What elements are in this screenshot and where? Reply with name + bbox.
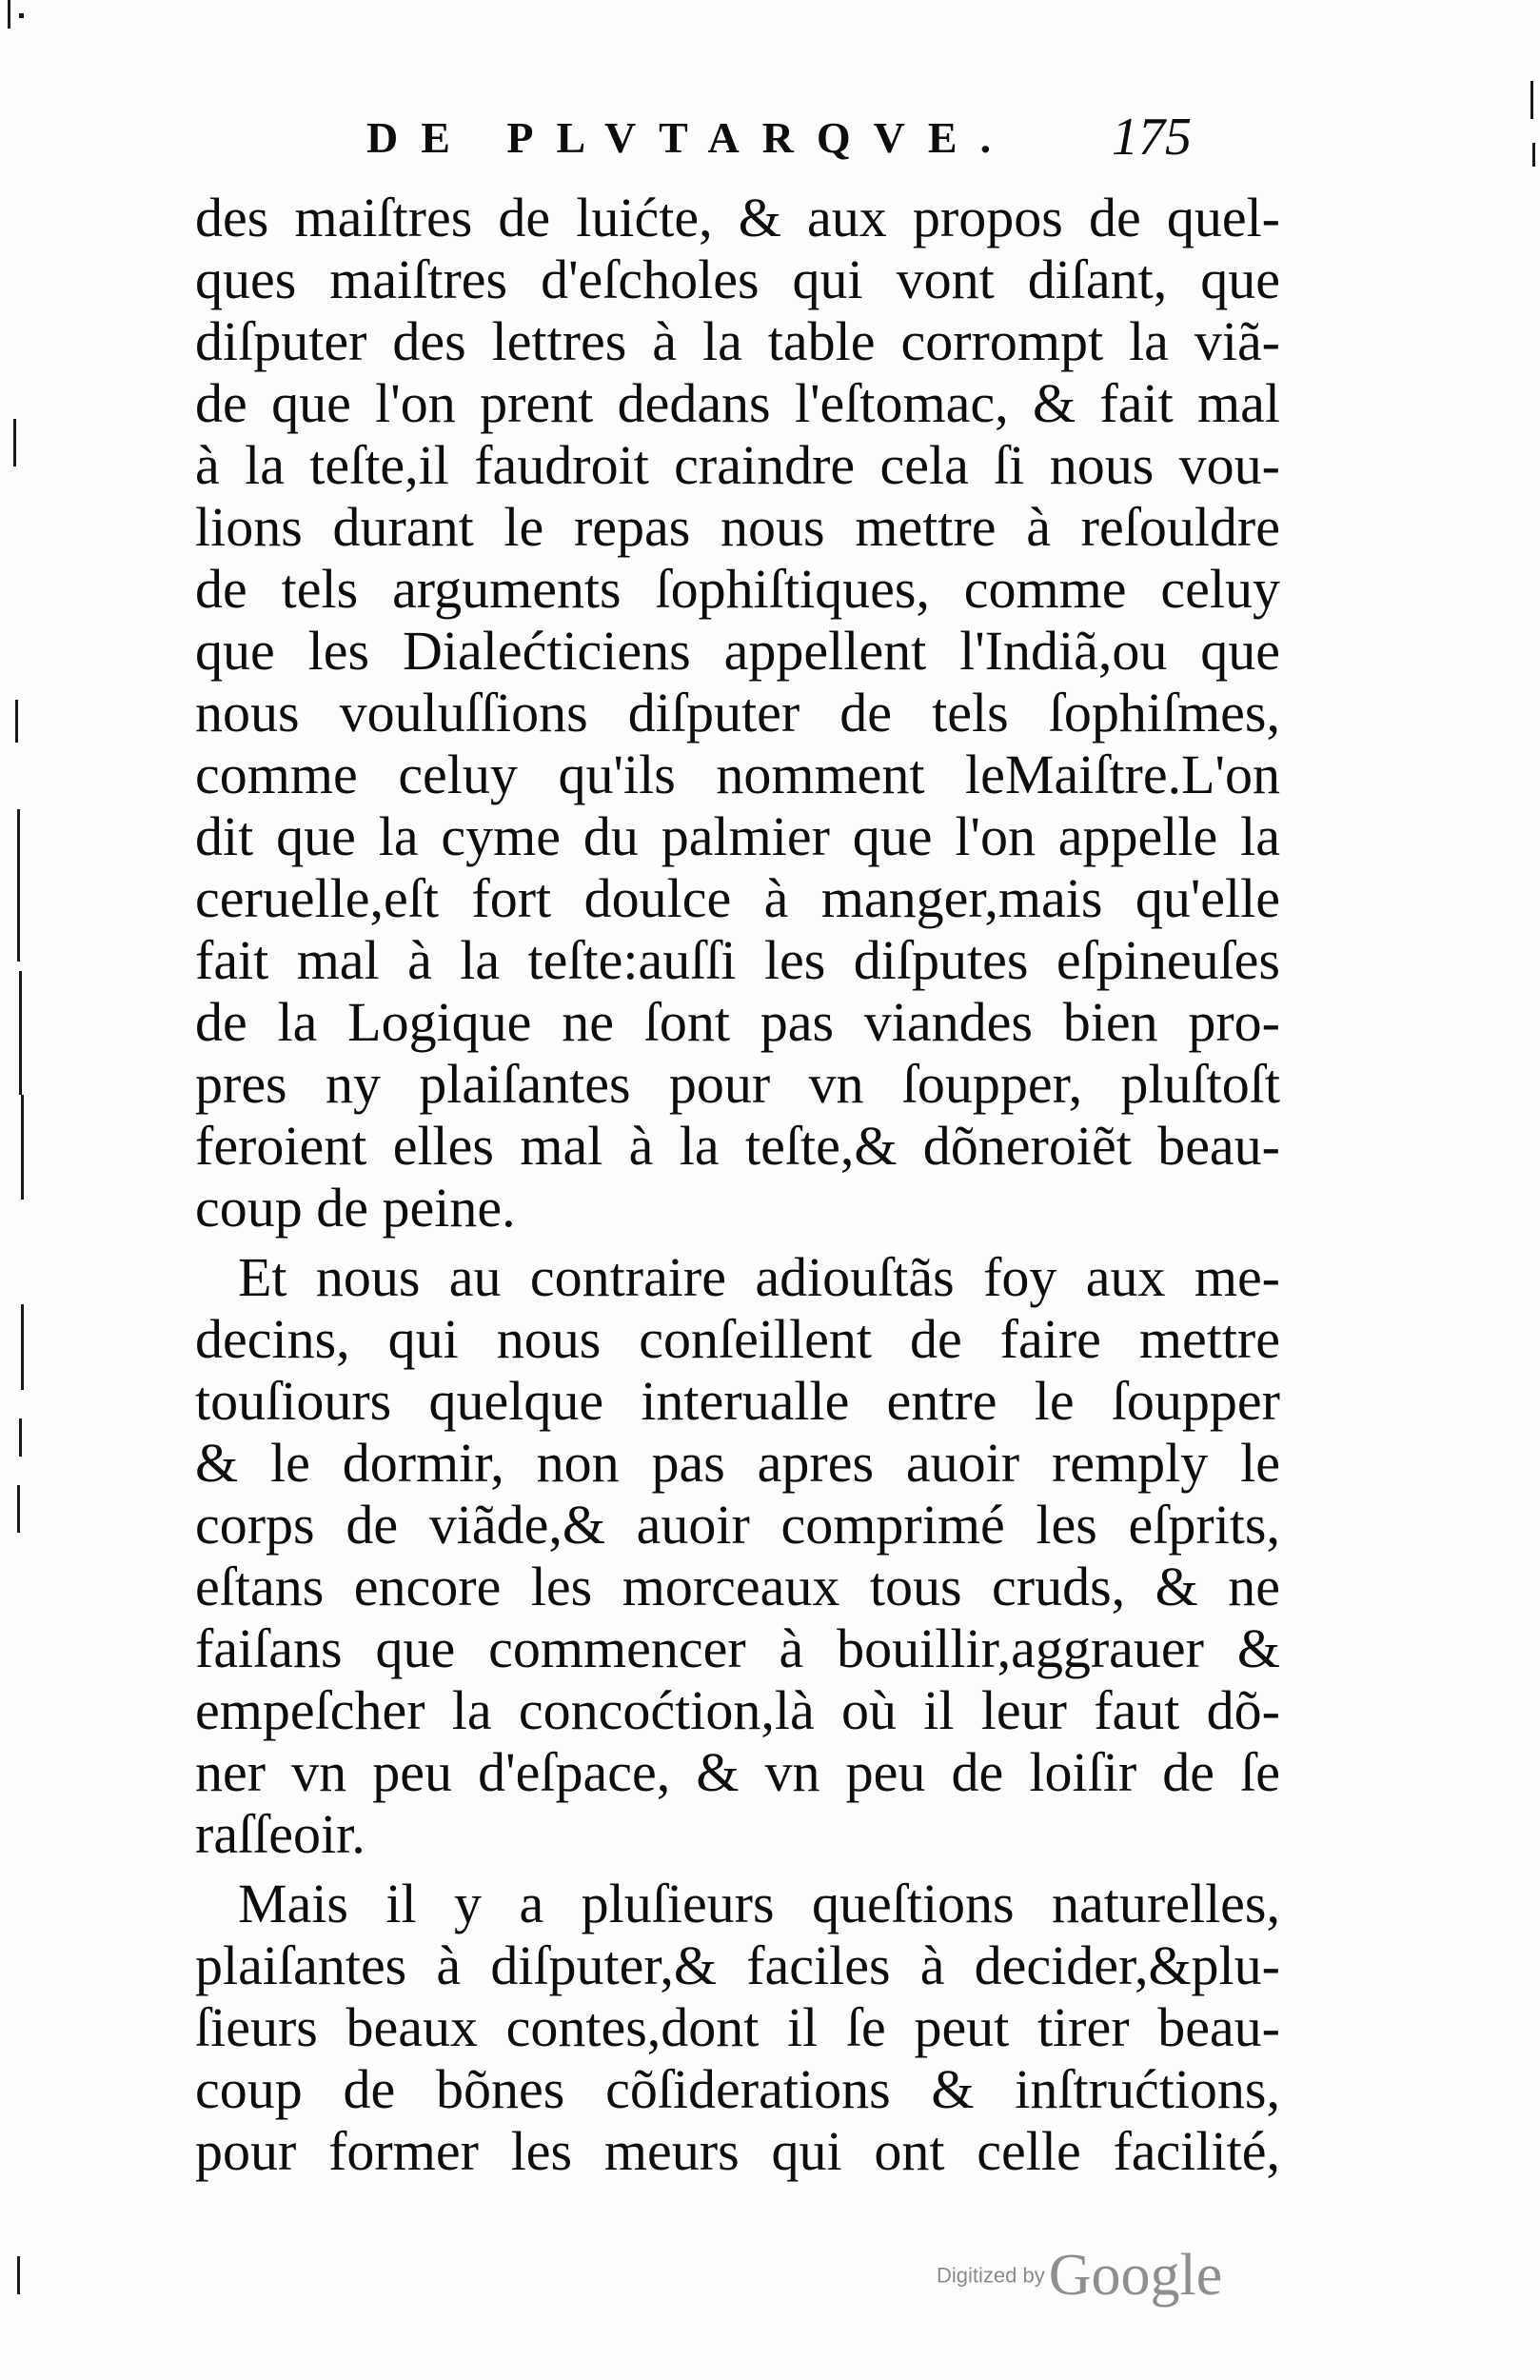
gutter-mark xyxy=(17,809,20,962)
text-line: corps de viãde,& auoir comprimé les eſprits, xyxy=(195,1494,1280,1556)
text-line: comme celuy qu'ils nomment leMaiſtre.L'on xyxy=(195,744,1280,805)
text-line: raſſeoir. xyxy=(195,1803,365,1865)
text-line: à la teſte,il faudroit craindre cela ſi nous vou- xyxy=(195,434,1280,496)
text-line: coup de peine. xyxy=(195,1177,516,1239)
running-title: DE PLVTARQVE. xyxy=(366,113,1015,162)
gutter-mark xyxy=(13,419,16,466)
page-number: 175 xyxy=(1112,108,1192,167)
text-line: ceruelle,eſt fort doulce à manger,mais qu'elle xyxy=(195,867,1280,929)
gutter-mark xyxy=(21,1095,24,1200)
text-line: dit que la cyme du palmier que l'on appelle la xyxy=(195,805,1280,867)
text-line: ſieurs beaux contes,dont il ſe peut tirer beau- xyxy=(195,1996,1280,2058)
text-line: lions durant le repas nous mettre à reſouldre xyxy=(195,496,1280,558)
text-line: & le dormir, non pas apres auoir remply le xyxy=(195,1432,1280,1494)
paragraph-1 xyxy=(195,187,1280,1239)
text-line: decins, qui nous conſeillent de faire mettre xyxy=(195,1308,1280,1370)
google-logo: Google xyxy=(1048,2243,1223,2308)
text-line: des maiſtres de luićte, & aux propos de quel- xyxy=(195,187,1280,248)
body-text xyxy=(195,187,1280,2182)
text-line: empeſcher la concoćtion,là où il leur faut dõ- xyxy=(195,1679,1280,1741)
gutter-mark xyxy=(19,971,22,1095)
gutter-mark xyxy=(17,2256,20,2294)
text-line: faiſans que commencer à bouillir,aggrauer & xyxy=(195,1617,1280,1679)
text-line: Mais il y a pluſieurs queſtions naturelles, xyxy=(238,1873,1280,1934)
text-line: ner vn peu d'eſpace, & vn peu de loiſir de ſe xyxy=(195,1741,1280,1803)
text-line: de tels arguments ſophiſtiques, comme celuy xyxy=(195,558,1280,620)
gutter-mark xyxy=(1530,81,1533,119)
gutter-mark xyxy=(1532,143,1535,167)
gutter-mark xyxy=(19,1418,22,1457)
text-line: eſtans encore les morceaux tous cruds, & ne xyxy=(195,1556,1280,1617)
text-line: pres ny plaiſantes pour vn ſoupper, pluſtoſt xyxy=(195,1053,1280,1115)
text-line: de la Logique ne ſont pas viandes bien pro- xyxy=(195,991,1280,1053)
text-line: coup de bõnes cõſiderations & inſtrućtions, xyxy=(195,2058,1280,2120)
gutter-mark xyxy=(21,1304,24,1390)
paragraph-3 xyxy=(195,1873,1280,2182)
gutter-mark xyxy=(19,13,24,18)
gutter-mark xyxy=(15,700,18,743)
digitization-watermark xyxy=(937,2242,1222,2310)
text-line: fait mal à la teſte:auſſi les diſputes eſpineuſes xyxy=(195,929,1280,991)
digitized-by-label: Digitized by xyxy=(937,2263,1045,2288)
gutter-mark xyxy=(8,0,10,29)
text-line: touſiours quelque interualle entre le ſoupper xyxy=(195,1370,1280,1432)
text-line: feroient elles mal à la teſte,& dõneroiẽt beau- xyxy=(195,1115,1280,1177)
text-line: plaiſantes à diſputer,& faciles à decider,&plu- xyxy=(195,1934,1280,1996)
text-line: ques maiſtres d'eſcholes qui vont diſant, que xyxy=(195,248,1280,310)
text-line: pour former les meurs qui ont celle facilité, xyxy=(195,2120,1280,2182)
gutter-mark xyxy=(17,1485,20,1533)
text-line: que les Dialećticiens appellent l'Indiã,ou que xyxy=(195,620,1280,682)
paragraph-2 xyxy=(195,1246,1280,1865)
text-line: nous vouluſſions diſputer de tels ſophiſmes, xyxy=(195,682,1280,744)
text-line: Et nous au contraire adiouſtãs foy aux me- xyxy=(238,1246,1280,1308)
text-line: de que l'on prent dedans l'eſtomac, & fait mal xyxy=(195,372,1280,434)
text-line: diſputer des lettres à la table corrompt la viã- xyxy=(195,310,1280,372)
